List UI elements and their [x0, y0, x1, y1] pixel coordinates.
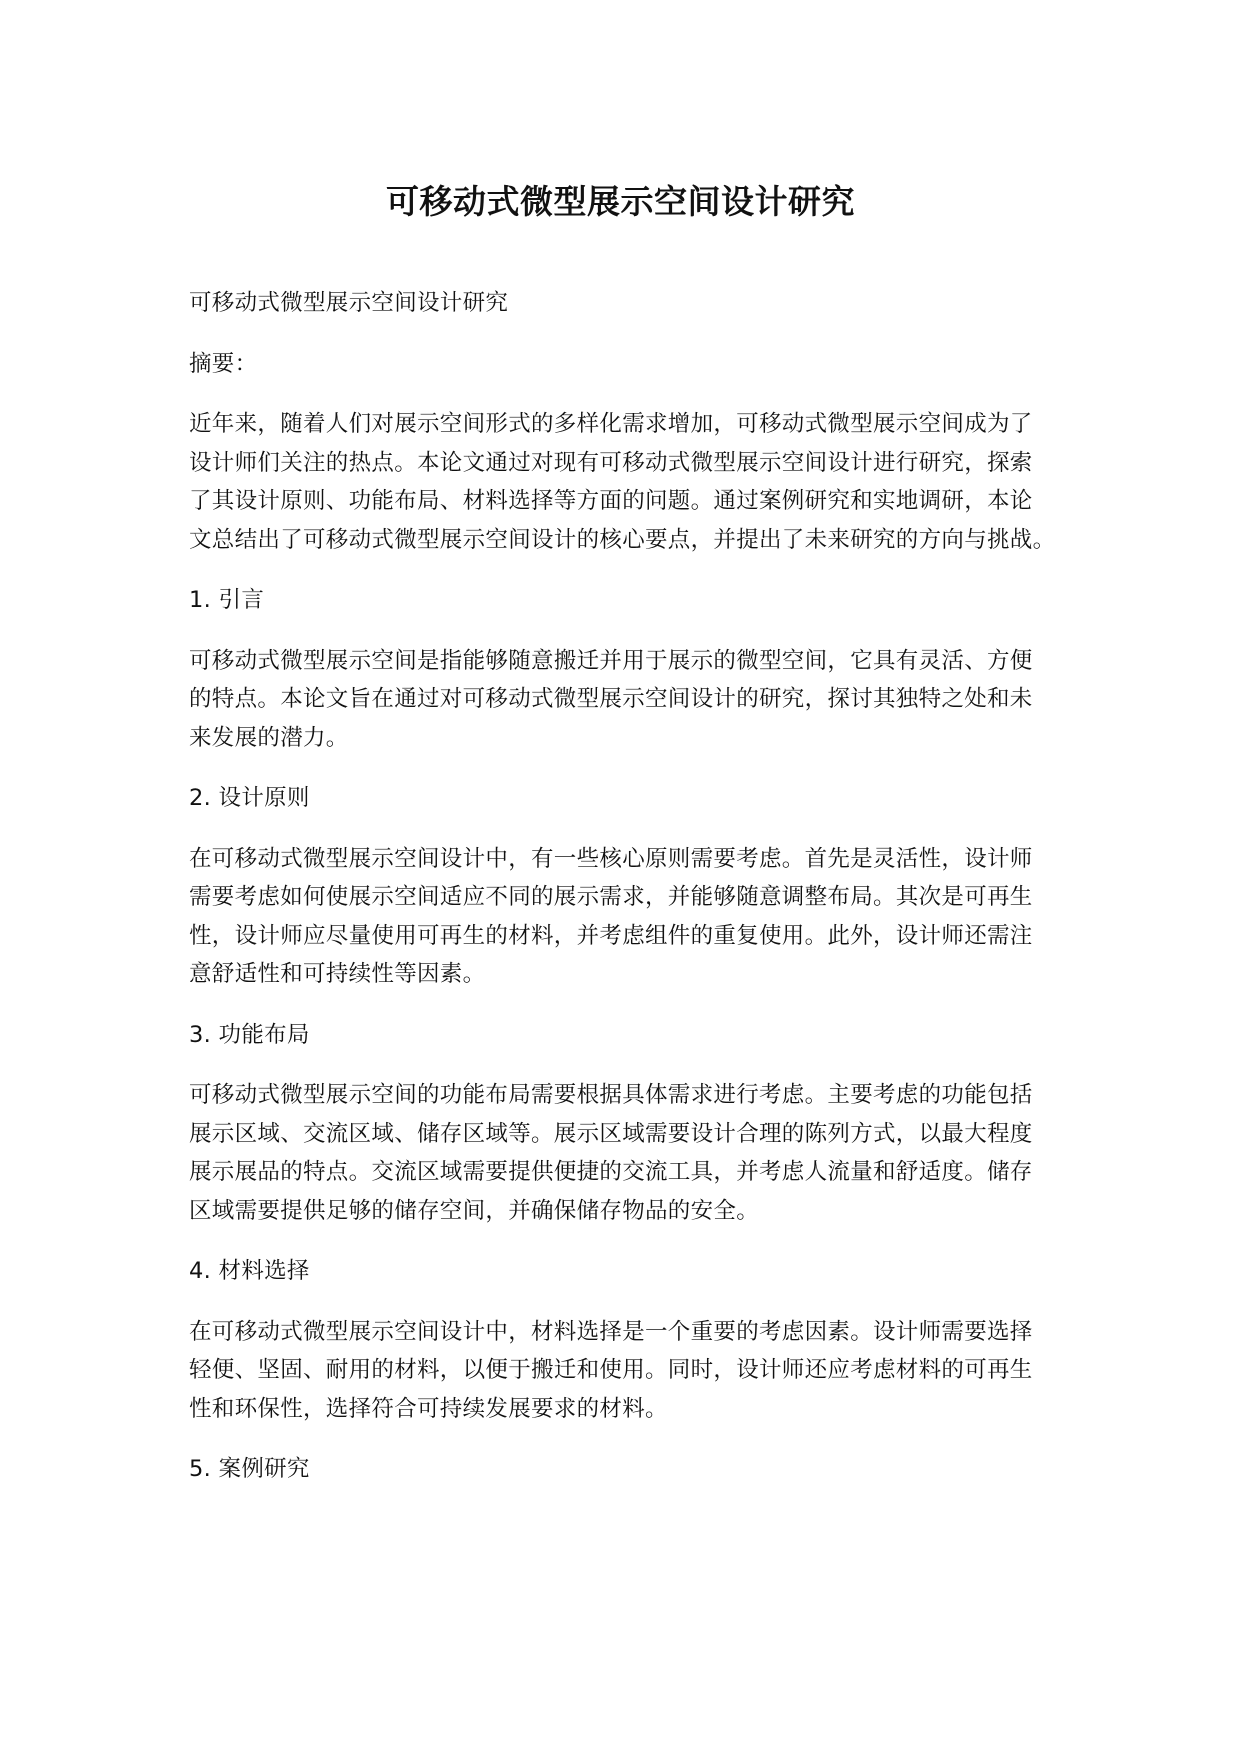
- subtitle-line: 可移动式微型展示空间设计研究: [189, 290, 509, 316]
- section-heading-case-study: 5. 案例研究: [189, 1456, 310, 1482]
- section-heading-design-principles: 2. 设计原则: [189, 785, 310, 811]
- document-body: [189, 284, 1069, 1489]
- section-heading-material-selection: 4. 材料选择: [189, 1258, 310, 1284]
- document-title: 可移动式微型展示空间设计研究: [386, 182, 855, 221]
- design-principles-paragraph: 在可移动式微型展示空间设计中，有一些核心原则需要考虑。首先是灵活性，设计师 需要考虑如何使展示空间适应不同的展示需求，并能够随意调整布局。其次是可再生 性，设计师应尽量使用可再生的材料，并考虑组件的重复使用。此外，设计师还需注 意舒适性和可持续性等因素。: [189, 845, 1033, 987]
- section-heading-functional-layout: 3. 功能布局: [189, 1021, 310, 1048]
- functional-layout-paragraph: 可移动式微型展示空间的功能布局需要根据具体需求进行考虑。主要考虑的功能包括 展示区域、交流区域、储存区域等。展示区域需要设计合理的陈列方式，以最大程度 展示展品的特点。交流区域需要提供便捷的交流工具，并考虑人流量和舒适度。储存 区域需要提供足够的储存空间，并确保储存物品的安全。: [189, 1082, 1033, 1224]
- section-heading-introduction: 1. 引言: [189, 587, 265, 613]
- abstract-paragraph: 近年来，随着人们对展示空间形式的多样化需求增加，可移动式微型展示空间成为了 设计师们关注的热点。本论文通过对现有可移动式微型展示空间设计进行研究，探索 了其设计原则、功能布局、材料选择等方面的问题。通过案例研究和实地调研，本论 文总结出了可移动式微型展示空间设计的核心要点，并提出了未来研究的方向与挑战。: [189, 411, 1056, 553]
- abstract-heading: 摘要：: [189, 350, 258, 377]
- material-selection-paragraph: 在可移动式微型展示空间设计中，材料选择是一个重要的考虑因素。设计师需要选择 轻便、坚固、耐用的材料，以便于搬迁和使用。同时，设计师还应考虑材料的可再生 性和环保性，选择符合可持续发展要求的材料。: [189, 1318, 1033, 1422]
- introduction-paragraph: 可移动式微型展示空间是指能够随意搬迁并用于展示的微型空间，它具有灵活、方便 的特点。本论文旨在通过对可移动式微型展示空间设计的研究，探讨其独特之处和未 来发展的潜力。: [189, 647, 1033, 751]
